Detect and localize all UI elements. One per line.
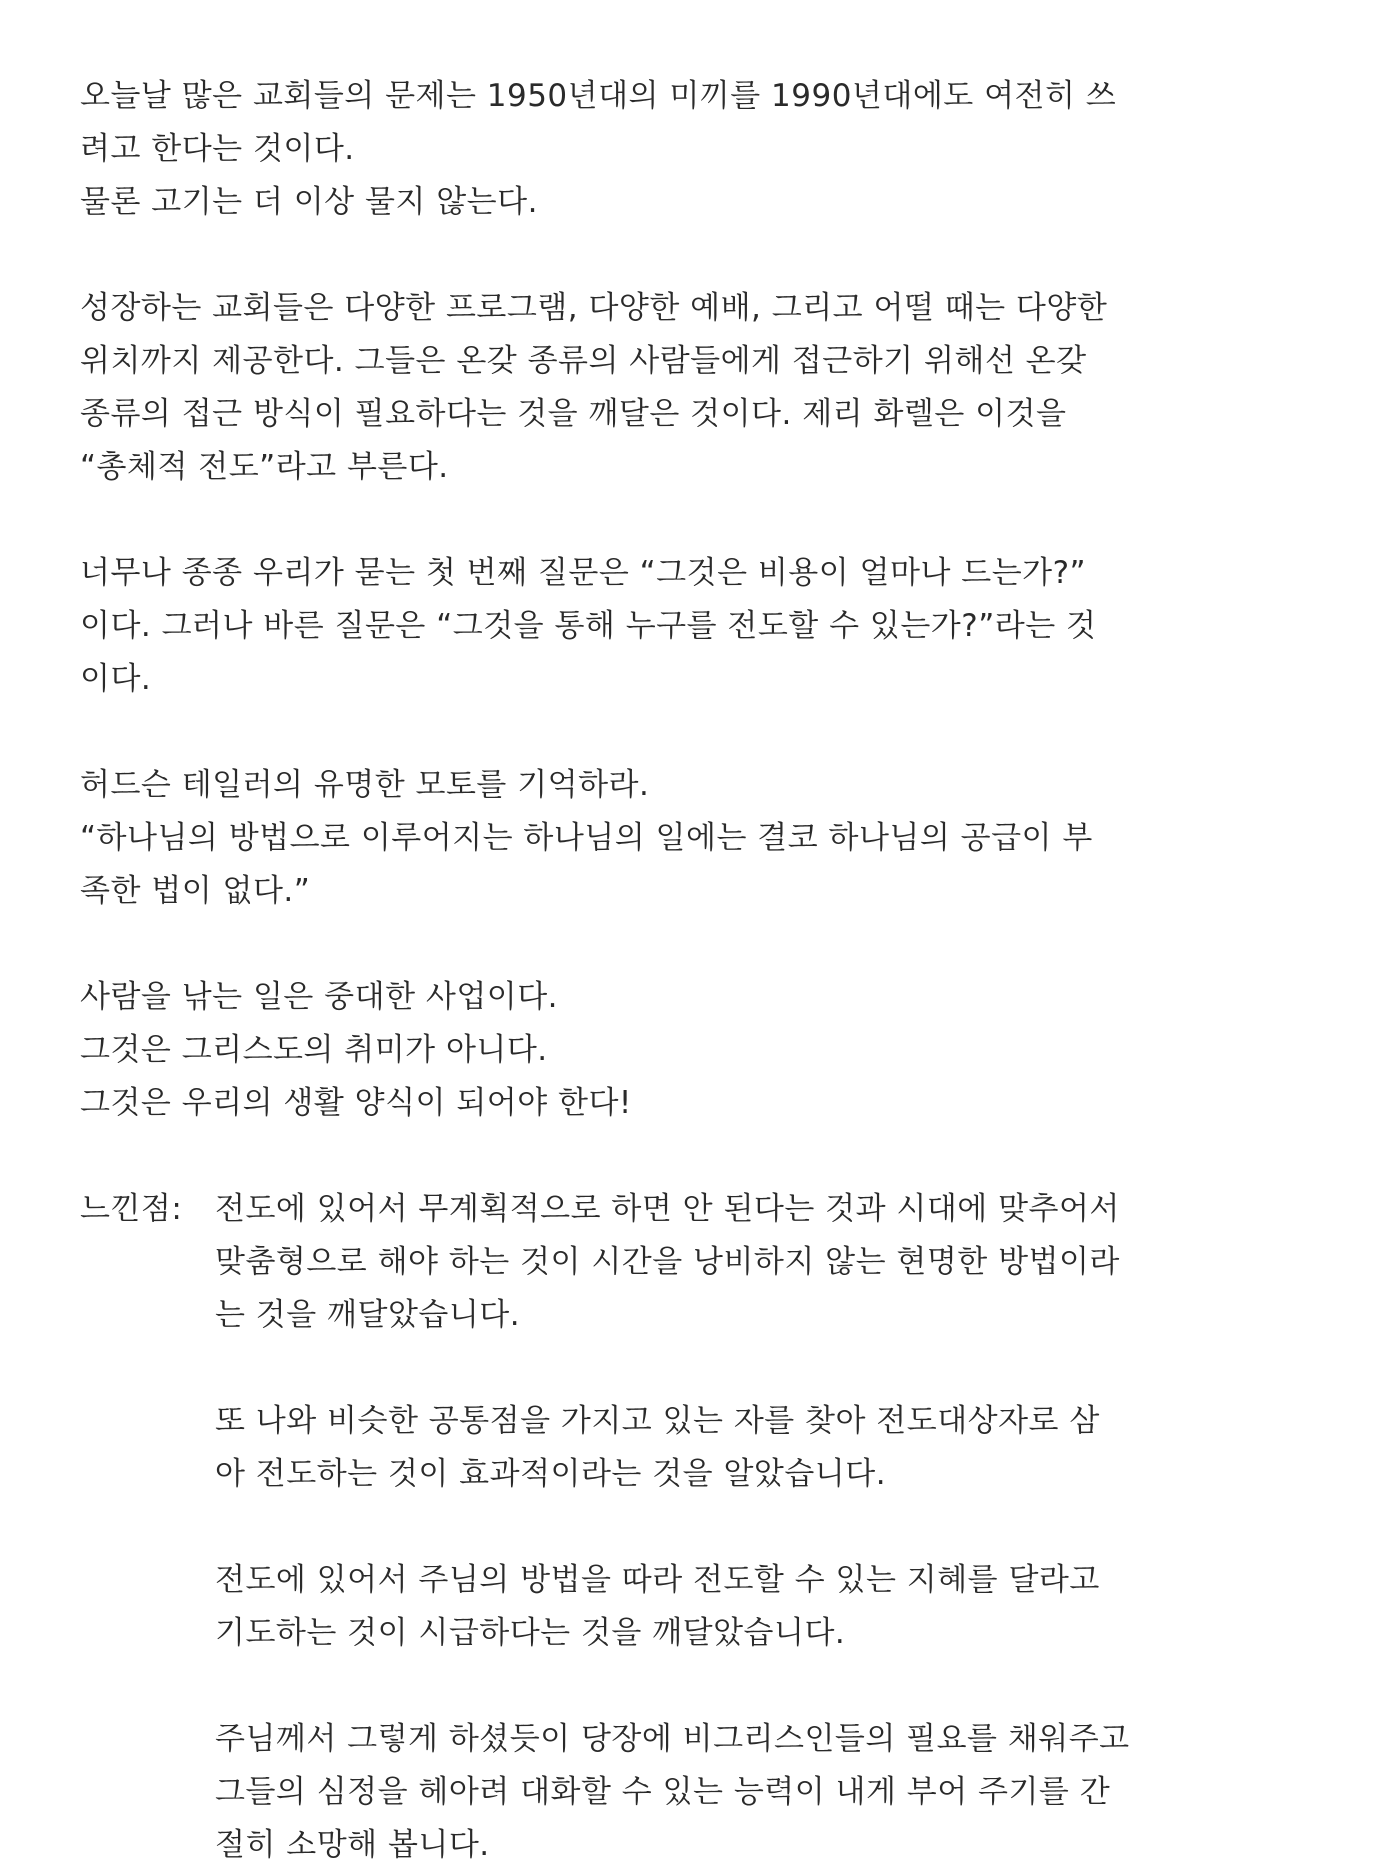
reflection-paragraph [215, 1395, 1280, 1501]
text-line: 려고 한다는 것이다. [80, 131, 355, 167]
text-line: 전도에 있어서 주님의 방법을 따라 전도할 수 있는 지혜를 달라고 [215, 1562, 1100, 1598]
text-line: “하나님의 방법으로 이루어지는 하나님의 일에는 결코 하나님의 공급이 부 [80, 820, 1093, 856]
text-line: 그들의 심정을 헤아려 대화할 수 있는 능력이 내게 부어 주기를 간 [215, 1774, 1111, 1810]
text-line: 종류의 접근 방식이 필요하다는 것을 깨달은 것이다. 제리 화렐은 이것을 [80, 396, 1067, 432]
text-line: 또 나와 비슷한 공통점을 가지고 있는 자를 찾아 전도대상자로 삼 [215, 1403, 1100, 1439]
text-line: 이다. [80, 661, 152, 697]
reflection-paragraph [215, 1713, 1280, 1867]
paragraph-bait [80, 70, 1280, 229]
text-line: 맞춤형으로 해야 하는 것이 시간을 낭비하지 않는 현명한 방법이라 [215, 1244, 1120, 1280]
text-line: 족한 법이 없다.” [80, 873, 311, 909]
reflection-label: 느낀점: [80, 1191, 183, 1227]
paragraph-hudson-taylor [80, 759, 1280, 918]
text-line: 기도하는 것이 시급하다는 것을 깨달았습니다. [215, 1615, 846, 1651]
paragraph-fishing-for-people [80, 971, 1280, 1130]
text-line: 허드슨 테일러의 유명한 모토를 기억하라. [80, 767, 650, 803]
text-line: 그것은 우리의 생활 양식이 되어야 한다! [80, 1085, 632, 1121]
text-line: 는 것을 깨달았습니다. [215, 1297, 521, 1333]
text-line: 절히 소망해 봅니다. [215, 1827, 490, 1863]
text-line: 물론 고기는 더 이상 물지 않는다. [80, 184, 538, 220]
text-line: 사람을 낚는 일은 중대한 사업이다. [80, 979, 559, 1015]
reflection-paragraph [215, 1183, 1280, 1342]
text-line: 오늘날 많은 교회들의 문제는 1950년대의 미끼를 1990년대에도 여전히 쓰 [80, 78, 1117, 114]
text-line: 위치까지 제공한다. 그들은 온갖 종류의 사람들에게 접근하기 위해선 온갖 [80, 343, 1087, 379]
paragraph-growing-churches [80, 282, 1280, 494]
document-body [80, 70, 1280, 1867]
reflection-body [215, 1183, 1280, 1867]
text-line: 그것은 그리스도의 취미가 아니다. [80, 1032, 548, 1068]
text-line: 전도에 있어서 무계획적으로 하면 안 된다는 것과 시대에 맞추어서 [215, 1191, 1120, 1227]
paragraph-first-question [80, 547, 1280, 706]
reflection-paragraph [215, 1554, 1280, 1660]
text-line: 성장하는 교회들은 다양한 프로그램, 다양한 예배, 그리고 어떨 때는 다양한 [80, 290, 1108, 326]
text-line: 아 전도하는 것이 효과적이라는 것을 알았습니다. [215, 1456, 887, 1492]
text-line: 너무나 종종 우리가 묻는 첫 번째 질문은 “그것은 비용이 얼마나 드는가?” [80, 555, 1087, 591]
text-line: 이다. 그러나 바른 질문은 “그것을 통해 누구를 전도할 수 있는가?”라는 것 [80, 608, 1097, 644]
reflection-section [80, 1183, 1280, 1867]
text-line: “총체적 전도”라고 부른다. [80, 449, 449, 485]
text-line: 주님께서 그렇게 하셨듯이 당장에 비그리스인들의 필요를 채워주고 [215, 1721, 1130, 1757]
